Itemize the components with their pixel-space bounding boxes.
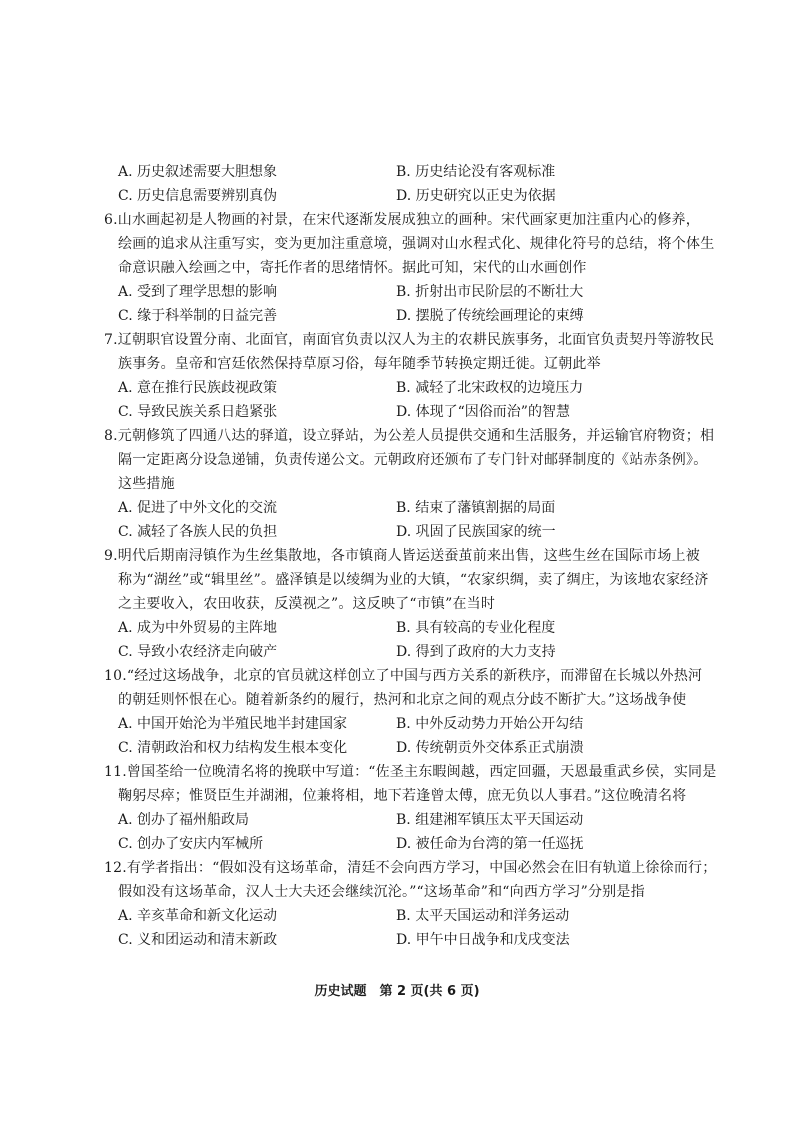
question-text: 族事务。皇帝和宫廷依然保持草原习俗，每年随季节转换定期迁徙。辽朝此举	[118, 356, 601, 372]
option-b[interactable]: B. 历史结论没有客观标准	[396, 164, 556, 180]
question-text: 11.曾国荃给一位晚清名将的挽联中写道：“佐圣主东暇闽越，西定回疆，天恩最重武乡侯，实同是	[104, 764, 717, 780]
option-row	[104, 400, 704, 424]
question-text: 鞠躬尽瘁；惟贤臣生并湖湘，位兼将相，地下若逢曾太傅，庶无负以人事君。”这位晚清名将	[118, 788, 687, 804]
option-row	[104, 904, 704, 928]
option-d[interactable]: D. 历史研究以正史为依据	[396, 188, 556, 204]
option-row	[104, 496, 704, 520]
question-10	[104, 664, 704, 760]
question-7	[104, 328, 715, 424]
option-row	[104, 304, 704, 328]
option-row	[104, 712, 704, 736]
option-row	[104, 832, 704, 856]
question-11	[104, 760, 717, 856]
option-row	[104, 616, 704, 640]
option-a[interactable]: A. 中国开始沦为半殖民地半封建国家	[118, 716, 348, 732]
option-b[interactable]: B. 具有较高的专业化程度	[396, 620, 556, 636]
question-8	[104, 424, 715, 544]
question-12	[104, 856, 717, 952]
question-text: 命意识融入绘画之中，寄托作者的思绪情怀。据此可知，宋代的山水画创作	[118, 260, 587, 276]
option-d[interactable]: D. 巩固了民族国家的统一	[396, 524, 556, 540]
option-row	[104, 160, 704, 184]
option-c[interactable]: C. 导致民族关系日趋紧张	[118, 404, 278, 420]
option-c[interactable]: C. 缘于科举制的日益完善	[118, 308, 278, 324]
option-c[interactable]: C. 历史信息需要辨别真伪	[118, 188, 278, 204]
option-a[interactable]: A. 历史叙述需要大胆想象	[118, 164, 278, 180]
option-row	[104, 640, 704, 664]
question-text: 称为“湖丝”或“辑里丝”。盛泽镇是以绫绸为业的大镇，“农家织绸，卖了绸庄，为该地农家经济	[118, 572, 709, 588]
option-c[interactable]: C. 导致小农经济走向破产	[118, 644, 278, 660]
option-b[interactable]: B. 太平天国运动和洋务运动	[396, 908, 570, 924]
option-row	[104, 280, 704, 304]
option-d[interactable]: D. 体现了“因俗而治”的智慧	[396, 404, 570, 420]
option-row	[104, 520, 704, 544]
option-row	[104, 808, 704, 832]
option-row	[104, 736, 704, 760]
question-text: 假如没有这场革命，汉人士大夫还会继续沉沦。”“这场革命”和“向西方学习”分别是指	[118, 884, 645, 900]
question-text: 6.山水画起初是人物画的衬景，在宋代逐渐发展成独立的画种。宋代画家更加注重内心的修养，	[104, 212, 700, 228]
question-text: 12.有学者指出：“假如没有这场革命，清廷不会向西方学习，中国必然会在旧有轨道上徐徐而行；	[104, 860, 717, 876]
question-text: 9.明代后期南浔镇作为生丝集散地，各市镇商人皆运送蚕茧前来出售，这些生丝在国际市场上被	[104, 548, 700, 564]
option-a[interactable]: A. 意在推行民族歧视政策	[118, 380, 278, 396]
option-a[interactable]: A. 促进了中外文化的交流	[118, 500, 278, 516]
question-text: 绘画的追求从注重写实，变为更加注重意境，强调对山水程式化、规律化符号的总结，将个体生	[118, 236, 715, 252]
option-row	[104, 928, 704, 952]
question-text: 这些措施	[118, 476, 175, 492]
option-d[interactable]: D. 得到了政府的大力支持	[396, 644, 556, 660]
question-text: 8.元朝修筑了四通八达的驿道，设立驿站，为公差人员提供交通和生活服务，并运输官府物资；相	[104, 428, 715, 444]
option-b[interactable]: B. 折射出市民阶层的不断壮大	[396, 284, 584, 300]
option-d[interactable]: D. 传统朝贡外交体系正式崩溃	[396, 740, 584, 756]
question-text: 7.辽朝职官设置分南、北面官，南面官负责以汉人为主的农耕民族事务，北面官负责契丹等游牧民	[104, 332, 715, 348]
option-a[interactable]: A. 受到了理学思想的影响	[118, 284, 278, 300]
question-6	[104, 208, 715, 328]
option-a[interactable]: A. 创办了福州船政局	[118, 812, 250, 828]
option-d[interactable]: D. 摆脱了传统绘画理论的束缚	[396, 308, 584, 324]
option-c[interactable]: C. 义和团运动和清末新政	[118, 932, 278, 948]
option-b[interactable]: B. 中外反动势力开始公开勾结	[396, 716, 584, 732]
option-row	[104, 376, 704, 400]
question-text: 10.“经过这场战争，北京的官员就这样创立了中国与西方关系的新秩序，而滞留在长城以外热河	[104, 668, 703, 684]
option-b[interactable]: B. 减轻了北宋政权的边境压力	[396, 380, 584, 396]
option-c[interactable]: C. 创办了安庆内军械所	[118, 836, 264, 852]
option-b[interactable]: B. 组建湘军镇压太平天国运动	[396, 812, 584, 828]
option-d[interactable]: D. 甲午中日战争和戊戌变法	[396, 932, 570, 948]
question-text: 的朝廷则怀恨在心。随着新条约的履行，热河和北京之间的观点分歧不断扩大。”这场战争使	[118, 692, 687, 708]
question-text: 之主要收入，农田收获，反漠视之”。这反映了“市镇”在当时	[118, 596, 496, 612]
option-a[interactable]: A. 辛亥革命和新文化运动	[118, 908, 278, 924]
option-d[interactable]: D. 被任命为台湾的第一任巡抚	[396, 836, 584, 852]
option-row	[104, 184, 704, 208]
option-a[interactable]: A. 成为中外贸易的主阵地	[118, 620, 278, 636]
option-c[interactable]: C. 减轻了各族人民的负担	[118, 524, 278, 540]
question-9	[104, 544, 709, 664]
option-c[interactable]: C. 清朝政治和权力结构发生根本变化	[118, 740, 348, 756]
page-footer: 历史试题 第 2 页(共 6 页)	[314, 984, 480, 999]
option-b[interactable]: B. 结束了藩镇割据的局面	[396, 500, 556, 516]
question-text: 隔一定距离分设急递铺，负责传递公文。元朝政府还颁布了专门针对邮驿制度的《站赤条例》。	[118, 452, 708, 468]
question-5-options	[104, 160, 704, 208]
